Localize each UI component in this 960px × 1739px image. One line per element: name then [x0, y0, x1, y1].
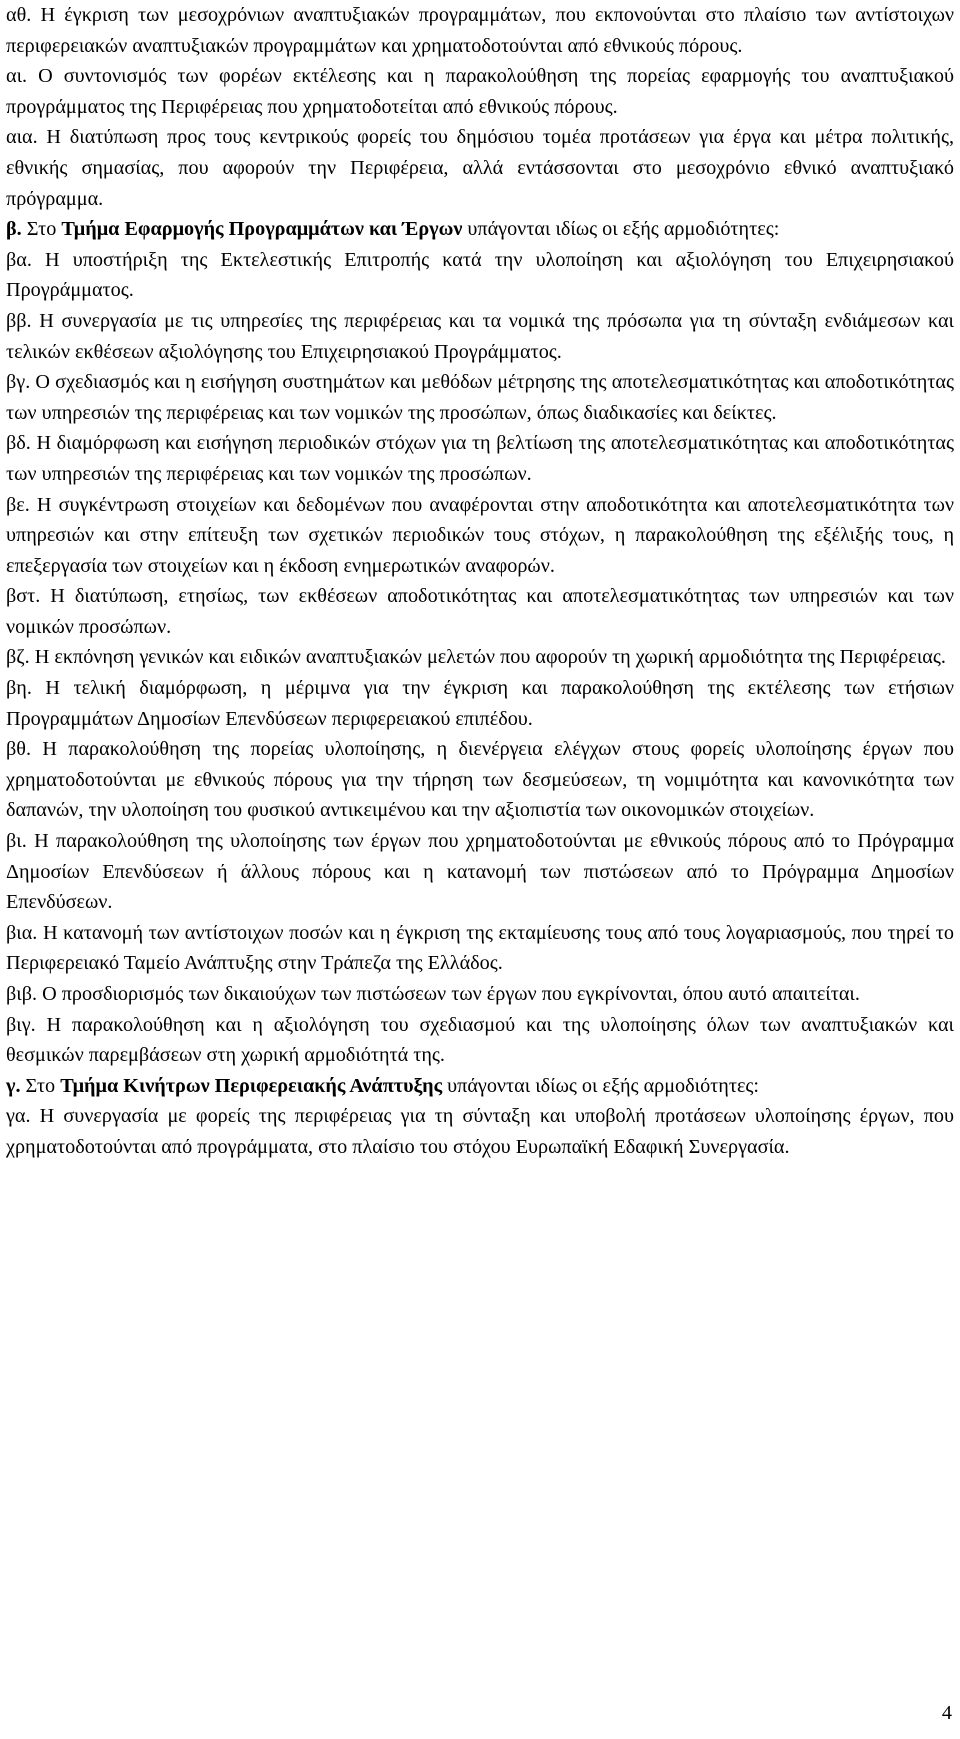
item-label: βη. [6, 677, 32, 700]
item-label: βι. [6, 830, 27, 853]
item-label: βα. [6, 248, 32, 271]
item-label: αια. [6, 126, 38, 149]
paragraph-bia [6, 918, 954, 979]
item-text: Η διατύπωση, ετησίως, των εκθέσεων αποδοτικότητας και αποτελεσματικότητας των υπηρεσιών και των νομικών προσώπων. [6, 585, 954, 638]
item-text-post: υπάγονται ιδίως οι εξής αρμοδιότητες: [462, 218, 780, 241]
item-label: βδ. [6, 432, 31, 455]
paragraph-aia [6, 122, 954, 214]
item-label: βε. [6, 493, 30, 516]
paragraph-bz [6, 642, 954, 673]
item-label: βθ. [6, 738, 31, 761]
item-label: βιβ. [6, 983, 38, 1005]
paragraph-ai [6, 61, 954, 122]
item-text: Η παρακολούθηση και η αξιολόγηση του σχεδιασμού και της υλοποίησης όλων των αναπτυξιακών και θεσμικών παρεμβάσεων στη χωρική αρμοδιότητά της. [6, 1013, 954, 1067]
paragraph-g-heading [6, 1071, 954, 1102]
item-label: βια. [6, 921, 38, 944]
item-text: Η διατύπωση προς τους κεντρικούς φορείς του δημόσιου τομέα προτάσεων για έργα και μέτρα πολιτικής, εθνικής σημασίας, που αφορούν την Περιφέρεια, αλλά εντάσσονται στο μεσοχρόνιο εθνικό αναπτυξιακό πρόγραμμα. [6, 126, 954, 210]
item-label: β. [6, 218, 22, 241]
paragraph-bth [6, 734, 954, 826]
item-text: Η εκπόνηση γενικών και ειδικών αναπτυξιακών μελετών που αφορούν τη χωρική αρμοδιότητα της Περιφέρειας. [29, 646, 946, 669]
item-label: βγ. [6, 371, 31, 394]
item-text: Η συνεργασία με τις υπηρεσίες της περιφέρειας και τα νομικά της πρόσωπα για τη σύνταξη ενδιάμεσων και τελικών εκθέσεων αξιολόγησης του Επιχειρησιακού Προγράμματος. [6, 309, 954, 363]
item-label: ββ. [6, 309, 32, 332]
item-text: Η συνεργασία με φορείς της περιφέρειας για τη σύνταξη και υποβολή προτάσεων υλοποίησης έργων, που χρηματοδοτούνται από προγράμματα, στο πλαίσιο του στόχου Ευρωπαϊκή Εδαφική Συνεργασία. [6, 1105, 954, 1158]
paragraph-bi [6, 826, 954, 918]
paragraph-bb [6, 306, 954, 367]
item-text-pre: Στο [21, 218, 62, 241]
item-text: Η υποστήριξη της Εκτελεστικής Επιτροπής κατά την υλοποίηση και αξιολόγηση του Επιχειρησιακού Προγράμματος. [6, 248, 954, 302]
paragraph-bh [6, 673, 954, 734]
item-text: Η παρακολούθηση της υλοποίησης των έργων που χρηματοδοτούνται με εθνικούς πόρους από το Πρόγραμμα Δημοσίων Επενδύσεων ή άλλους πόρους και η κατανομή των πιστώσεων από το Πρόγραμμα Δημοσίων Επενδύσεων. [6, 830, 954, 914]
department-name: Τμήμα Κινήτρων Περιφερειακής Ανάπτυξης [60, 1074, 443, 1097]
item-text: Ο συντονισμός των φορέων εκτέλεσης και η παρακολούθηση της πορείας εφαρμογής του αναπτυξιακού προγράμματος της Περιφέρειας που χρηματοδοτείται από εθνικούς πόρους. [6, 65, 954, 118]
paragraph-be [6, 490, 954, 582]
paragraph-bib [6, 979, 954, 1010]
paragraph-ath [6, 0, 954, 61]
item-text-post: υπάγονται ιδίως οι εξής αρμοδιότητες: [442, 1074, 760, 1097]
paragraph-big [6, 1010, 954, 1071]
item-text: Η κατανομή των αντίστοιχων ποσών και η έγκριση της εκταμίευσης τους από τους λογαριασμούς, που τηρεί το Περιφερειακό Ταμείο Ανάπτυξης στην Τράπεζα της Ελλάδος. [6, 921, 954, 975]
item-label: βστ. [6, 585, 41, 608]
item-label: γ. [6, 1074, 21, 1097]
item-text-pre: Στο [20, 1074, 61, 1097]
department-name: Τμήμα Εφαρμογής Προγραμμάτων και Έργων [61, 218, 463, 241]
paragraph-ba [6, 245, 954, 306]
item-label: γα. [6, 1105, 31, 1128]
paragraph-b-heading [6, 214, 954, 245]
item-text: Η έγκριση των μεσοχρόνιων αναπτυξιακών προγραμμάτων, που εκπονούνται στο πλαίσιο των αντίστοιχων περιφερειακών αναπτυξιακών προγραμμάτων και χρηματοδοτούνται από εθνικούς πόρους. [6, 4, 954, 57]
item-label: αι. [6, 65, 28, 88]
item-text: Η συγκέντρωση στοιχείων και δεδομένων που αναφέρονται στην αποδοτικότητα και αποτελεσματικότητα των υπηρεσιών και στην επίτευξη των σχετικών περιοδικών τους στόχων, η παρακολούθηση της εξέλιξής τους, η επεξεργασία των στοιχείων και η έκδοση ενημερωτικών αναφορών. [6, 493, 954, 577]
item-label: βζ. [6, 646, 30, 669]
paragraph-bd [6, 428, 954, 489]
item-label: βιγ. [6, 1013, 36, 1036]
item-label: αθ. [6, 4, 32, 26]
item-text: Ο προσδιορισμός των δικαιούχων των πιστώσεων των έργων που εγκρίνονται, όπου αυτό απαιτείται. [37, 983, 860, 1005]
item-text: Η παρακολούθηση της πορείας υλοποίησης, η διενέργεια ελέγχων στους φορείς υλοποίησης έργων που χρηματοδοτούνται με εθνικούς πόρους για την τήρηση των δεσμεύσεων, τη νομιμότητα και κανονικότητα των δαπανών, την υλοποίηση του φυσικού αντικειμένου και την αξιοπιστία των οικονομικών στοιχείων. [6, 738, 954, 822]
item-text: Η τελική διαμόρφωση, η μέριμνα για την έγκριση και παρακολούθηση της εκτέλεσης των ετήσιων Προγραμμάτων Δημοσίων Επενδύσεων περιφερειακού επιπέδου. [6, 677, 954, 730]
paragraph-bst [6, 581, 954, 642]
item-text: Ο σχεδιασμός και η εισήγηση συστημάτων και μεθόδων μέτρησης της αποτελεσματικότητας και αποδοτικότητας των υπηρεσιών της περιφέρειας και των νομικών της προσώπων, όπως διαδικασίες και δείκτες. [6, 371, 954, 424]
item-text: Η διαμόρφωση και εισήγηση περιοδικών στόχων για τη βελτίωση της αποτελεσματικότητας και αποδοτικότητας των υπηρεσιών της περιφέρειας και των νομικών της προσώπων. [6, 432, 954, 485]
paragraph-bg [6, 367, 954, 428]
paragraph-ga [6, 1101, 954, 1162]
page-number: 4 [941, 1702, 952, 1724]
document-body [6, 0, 954, 1163]
